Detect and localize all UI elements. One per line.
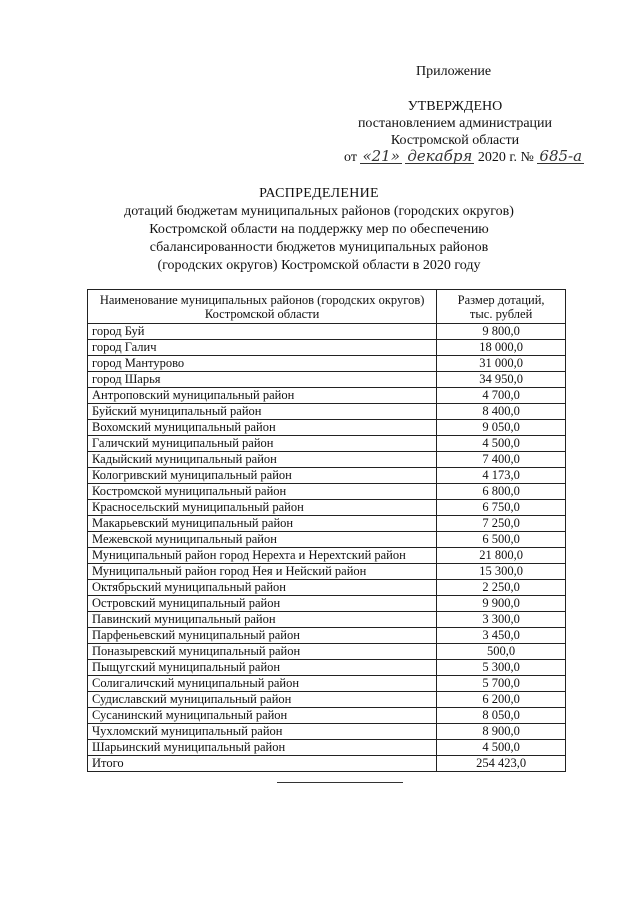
table-row bbox=[88, 628, 566, 644]
grant-amount: 6 800,0 bbox=[437, 484, 566, 500]
table-row bbox=[88, 404, 566, 420]
grant-amount: 5 300,0 bbox=[437, 660, 566, 676]
district-name: Пыщугский муниципальный район bbox=[88, 660, 437, 676]
district-name: город Шарья bbox=[88, 372, 437, 388]
column-header-amount bbox=[437, 290, 566, 324]
date-prefix: от bbox=[344, 150, 357, 165]
title-line-1: дотаций бюджетам муниципальных районов (городских округов) bbox=[124, 204, 514, 219]
region-line: Костромской области bbox=[390, 133, 520, 148]
table-row bbox=[88, 644, 566, 660]
title-line-4: (городских округов) Костромской области в 2020 году bbox=[157, 258, 481, 273]
title-line-2: Костромской области на поддержку мер по обеспечению bbox=[149, 222, 489, 237]
grant-amount: 5 700,0 bbox=[437, 676, 566, 692]
grant-amount: 31 000,0 bbox=[437, 356, 566, 372]
table-row bbox=[88, 596, 566, 612]
district-name: Кологривский муниципальный район bbox=[88, 468, 437, 484]
grant-amount: 8 050,0 bbox=[437, 708, 566, 724]
handwritten-month: декабря bbox=[407, 147, 473, 165]
table-row bbox=[88, 452, 566, 468]
grants-table bbox=[87, 289, 566, 772]
table-body bbox=[88, 324, 566, 756]
district-name: Вохомский муниципальный район bbox=[88, 420, 437, 436]
table-row bbox=[88, 532, 566, 548]
grant-amount: 9 050,0 bbox=[437, 420, 566, 436]
district-name: Галичский муниципальный район bbox=[88, 436, 437, 452]
table-row bbox=[88, 580, 566, 596]
closing-divider bbox=[277, 782, 403, 783]
grant-amount: 15 300,0 bbox=[437, 564, 566, 580]
grant-amount: 6 500,0 bbox=[437, 532, 566, 548]
grant-amount: 500,0 bbox=[437, 644, 566, 660]
district-name: Солигаличский муниципальный район bbox=[88, 676, 437, 692]
table-row bbox=[88, 724, 566, 740]
handwritten-number: 685-а bbox=[539, 147, 583, 165]
approval-block bbox=[344, 98, 583, 166]
grant-amount: 3 450,0 bbox=[437, 628, 566, 644]
total-value: 254 423,0 bbox=[437, 756, 566, 772]
approved-label: УТВЕРЖДЕНО bbox=[407, 99, 503, 114]
district-name: Буйский муниципальный район bbox=[88, 404, 437, 420]
column-header-name bbox=[88, 290, 437, 324]
grant-amount: 9 800,0 bbox=[437, 324, 566, 340]
grant-amount: 6 200,0 bbox=[437, 692, 566, 708]
handwritten-day: «21» bbox=[362, 147, 400, 165]
district-name: город Буй bbox=[88, 324, 437, 340]
table-row bbox=[88, 548, 566, 564]
column-header-name-line-2: Костромской области bbox=[204, 307, 320, 321]
table-row bbox=[88, 340, 566, 356]
title-main: РАСПРЕДЕЛЕНИЕ bbox=[259, 186, 379, 201]
grant-amount: 6 750,0 bbox=[437, 500, 566, 516]
table-row bbox=[88, 372, 566, 388]
table-row bbox=[88, 708, 566, 724]
district-name: город Галич bbox=[88, 340, 437, 356]
grant-amount: 8 400,0 bbox=[437, 404, 566, 420]
district-name: Муниципальный район город Нерехта и Нерехтский район bbox=[88, 548, 437, 564]
district-name: Муниципальный район город Нея и Нейский район bbox=[88, 564, 437, 580]
district-name: город Мантурово bbox=[88, 356, 437, 372]
title-line-3: сбалансированности бюджетов муниципальных районов bbox=[149, 240, 489, 255]
table-row bbox=[88, 500, 566, 516]
table-row bbox=[88, 516, 566, 532]
district-name: Павинский муниципальный район bbox=[88, 612, 437, 628]
date-line bbox=[344, 147, 583, 166]
grant-amount: 4 500,0 bbox=[437, 740, 566, 756]
district-name: Поназыревский муниципальный район bbox=[88, 644, 437, 660]
district-name: Сусанинский муниципальный район bbox=[88, 708, 437, 724]
table-row bbox=[88, 660, 566, 676]
table-row bbox=[88, 740, 566, 756]
table-row bbox=[88, 564, 566, 580]
district-name: Парфеньевский муниципальный район bbox=[88, 628, 437, 644]
column-header-name-line-1: Наименование муниципальных районов (городских округов) bbox=[99, 293, 425, 307]
grant-amount: 2 250,0 bbox=[437, 580, 566, 596]
grant-amount: 7 400,0 bbox=[437, 452, 566, 468]
table-row bbox=[88, 692, 566, 708]
table-header-row bbox=[88, 290, 566, 324]
year-and-number-label: 2020 г. № bbox=[477, 150, 534, 165]
district-name: Межевской муниципальный район bbox=[88, 532, 437, 548]
table-row bbox=[88, 612, 566, 628]
district-name: Костромской муниципальный район bbox=[88, 484, 437, 500]
grant-amount: 9 900,0 bbox=[437, 596, 566, 612]
column-header-amount-line-1: Размер дотаций, bbox=[457, 293, 545, 307]
table-row bbox=[88, 420, 566, 436]
table-row bbox=[88, 484, 566, 500]
grant-amount: 4 500,0 bbox=[437, 436, 566, 452]
grant-amount: 4 173,0 bbox=[437, 468, 566, 484]
district-name: Островский муниципальный район bbox=[88, 596, 437, 612]
grant-amount: 18 000,0 bbox=[437, 340, 566, 356]
district-name: Октябрьский муниципальный район bbox=[88, 580, 437, 596]
district-name: Чухломский муниципальный район bbox=[88, 724, 437, 740]
column-header-amount-line-2: тыс. рублей bbox=[469, 307, 533, 321]
grant-amount: 4 700,0 bbox=[437, 388, 566, 404]
document-title bbox=[90, 185, 548, 275]
decree-line: постановлением администрации bbox=[357, 116, 553, 131]
grant-amount: 34 950,0 bbox=[437, 372, 566, 388]
district-name: Макарьевский муниципальный район bbox=[88, 516, 437, 532]
appendix-label: Приложение bbox=[416, 64, 492, 79]
district-name: Судиславский муниципальный район bbox=[88, 692, 437, 708]
grant-amount: 21 800,0 bbox=[437, 548, 566, 564]
grant-amount: 3 300,0 bbox=[437, 612, 566, 628]
table-row bbox=[88, 388, 566, 404]
district-name: Кадыйский муниципальный район bbox=[88, 452, 437, 468]
total-row bbox=[88, 756, 566, 772]
total-label: Итого bbox=[88, 756, 437, 772]
table-row bbox=[88, 356, 566, 372]
district-name: Красносельский муниципальный район bbox=[88, 500, 437, 516]
district-name: Шарьинский муниципальный район bbox=[88, 740, 437, 756]
grant-amount: 8 900,0 bbox=[437, 724, 566, 740]
table-row bbox=[88, 324, 566, 340]
table-row bbox=[88, 468, 566, 484]
district-name: Антроповский муниципальный район bbox=[88, 388, 437, 404]
table-row bbox=[88, 436, 566, 452]
table-row bbox=[88, 676, 566, 692]
grant-amount: 7 250,0 bbox=[437, 516, 566, 532]
